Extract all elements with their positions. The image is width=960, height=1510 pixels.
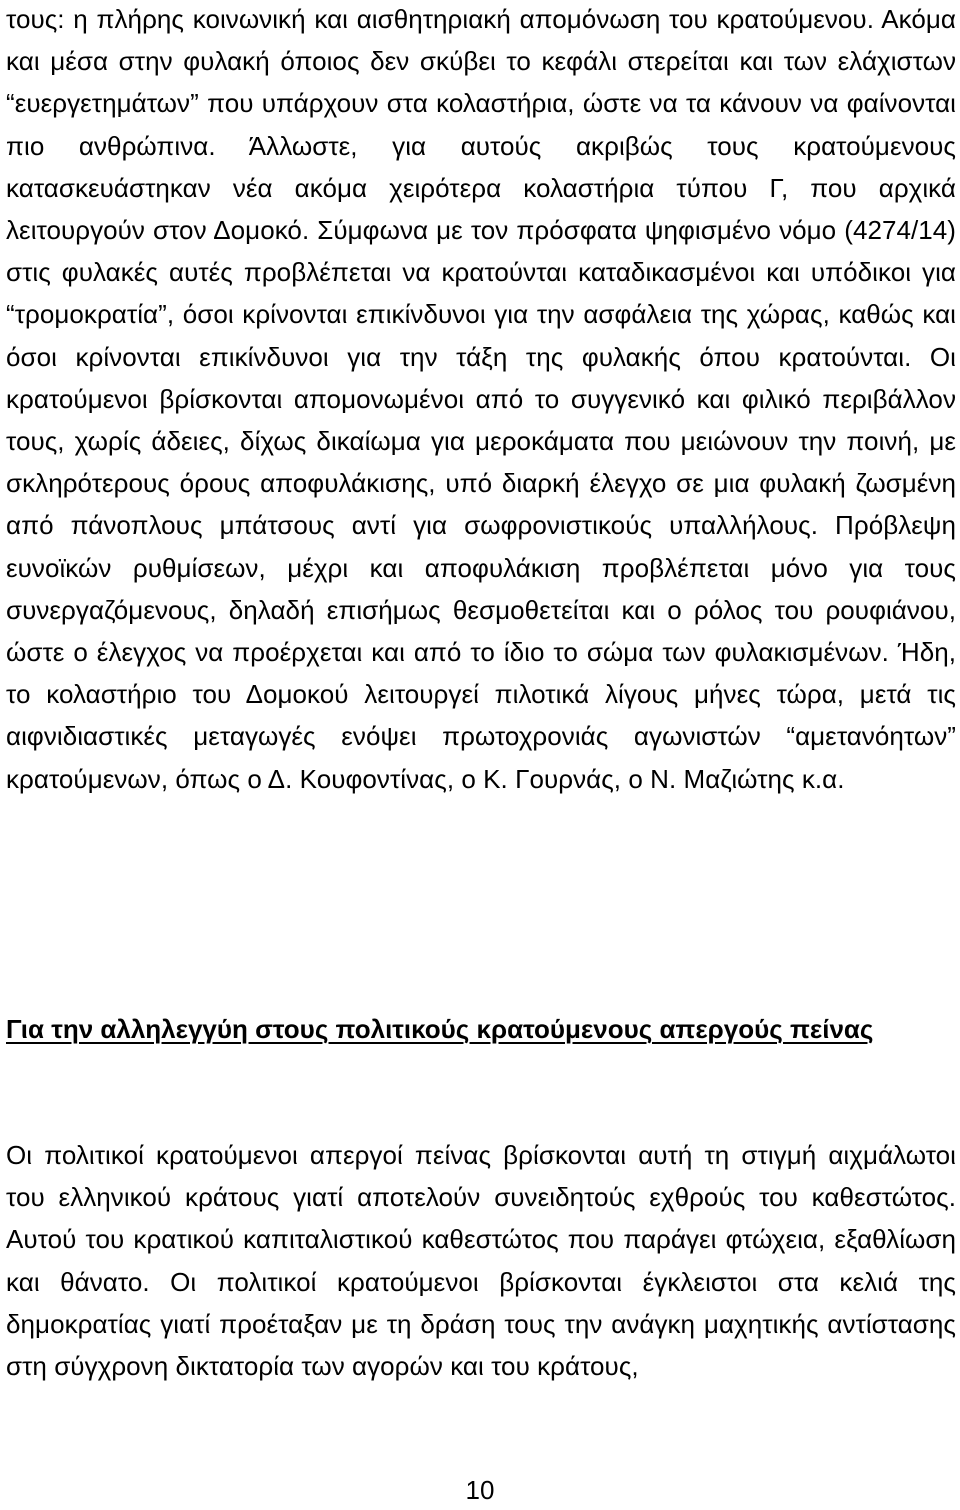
body-paragraph: Οι πολιτικοί κρατούμενοι απεργοί πείνας βρίσκονται αυτή τη στιγμή αιχμάλωτοι του ελληνικού κράτους γιατί αποτελούν συνειδητούς εχθρούς του καθεστώτος. Αυτού του κρατικού καπιταλιστικού καθεστώτος που παράγει φτώχεια, εξαθλίωση και θάνατο. Οι πολιτικοί κρατούμενοι βρίσκονται έγκλειστοι στα κελιά της δημοκρατίας γιατί προέταξαν με τη δράση τους την ανάγκη μαχητικής αντίστασης στη σύγχρονη δικτατορία των αγορών και του κράτους,: [6, 1140, 956, 1382]
body-paragraph-continued: τους: η πλήρης κοινωνική και αισθητηριακή απομόνωση του κρατούμενου. Ακόμα και μέσα στην φυλακή όποιος δεν σκύβει το κεφάλι στερείται και των ελάχιστων “ευεργετημάτων” που υπάρχουν στα κολαστήρια, ώστε να τα κάνουν να φαίνονται πιο ανθρώπινα. Άλλωστε, για αυτούς ακριβώς τους κρατούμενους κατασκευάστηκαν νέα ακόμα χειρότερα κολαστήρια τύπου Γ, που αρχικά λειτουργούν στον Δομοκό. Σύμφωνα με τον πρόσφατα ψηφισμένο νόμο (4274/14) στις φυλακές αυτές προβλέπεται να κρατούνται καταδικασμένοι και υπόδικοι για “τρομοκρατία”, όσοι κρίνονται επικίνδυνοι για την ασφάλεια της χώρας, καθώς και όσοι κρίνονται επικίνδυνοι για την τάξη της φυλακής όπου κρατούνται. Οι κρατούμενοι βρίσκονται απομονωμένοι από το συγγενικό και φιλικό περιβάλλον τους, χωρίς άδειες, δίχως δικαίωμα για μεροκάματα που μειώνουν την ποινή, με σκληρότερους όρους αποφυλάκισης, υπό διαρκή έλεγχο σε μια φυλακή ζωσμένη από πάνοπλους μπάτσους αντί για σωφρονιστικούς υπαλλήλους. Πρόβλεψη ευνοϊκών ρυθμίσεων, μέχρι και αποφυλάκιση προβλέπεται μόνο για τους συνεργαζόμενους, δηλαδή επισήμως θεσμοθετείται και ο ρόλος του ρουφιάνου, ώστε ο έλεγχος να προέρχεται και από το ίδιο το σώμα των φυλακισμένων. Ήδη, το κολαστήριο του Δομοκού λειτουργεί πιλοτικά λίγους μήνες τώρα, μετά τις αιφνιδιαστικές μεταγωγές ενόψει πρωτοχρονιάς αγωνιστών “αμετανόητων” κρατούμενων, όπως ο Δ. Κουφοντίνας, ο Κ. Γουρνάς, ο Ν. Μαζιώτης κ.α.: [6, 4, 956, 794]
section-heading: Για την αλληλεγγύη στους πολιτικούς κρατούμενους απεργούς πείνας: [6, 1014, 874, 1044]
page-number: 10: [465, 1475, 495, 1505]
